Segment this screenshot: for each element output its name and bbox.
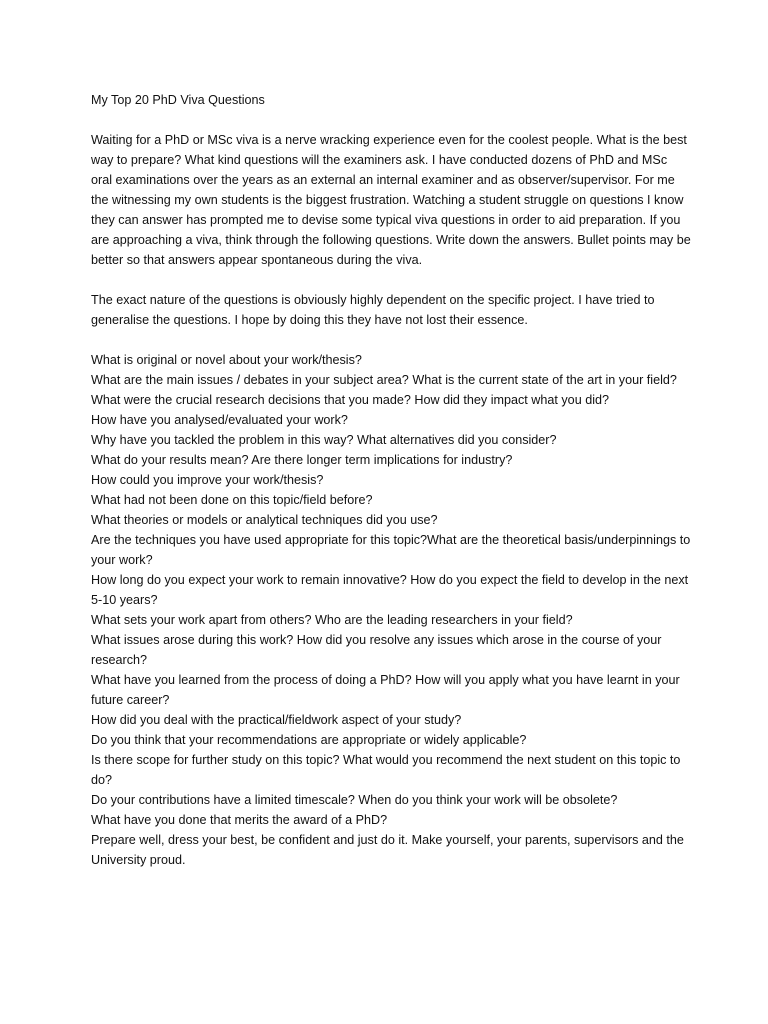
- question-item: How have you analysed/evaluated your work?: [91, 413, 348, 427]
- question-item: Do you think that your recommendations are appropriate or widely applicable?: [91, 733, 527, 747]
- question-item: How could you improve your work/thesis?: [91, 473, 324, 487]
- question-item: Why have you tackled the problem in this way? What alternatives did you consider?: [91, 433, 557, 447]
- question-item: Are the techniques you have used appropriate for this topic?What are the theoretical basis/underpinnings to your work?: [91, 533, 691, 567]
- question-item: What had not been done on this topic/field before?: [91, 493, 373, 507]
- question-item: What sets your work apart from others? Who are the leading researchers in your field?: [91, 613, 573, 627]
- question-item: What issues arose during this work? How did you resolve any issues which arose in the course of your research?: [91, 633, 662, 667]
- intro-paragraph: The exact nature of the questions is obviously highly dependent on the specific project. I have tried to generalise the questions. I hope by doing this they have not lost their essence.: [91, 293, 655, 327]
- question-item: What is original or novel about your work/thesis?: [91, 353, 362, 367]
- question-item: How long do you expect your work to remain innovative? How do you expect the field to develop in the next 5-10 years?: [91, 573, 689, 607]
- document-page: [91, 90, 691, 870]
- question-item: What do your results mean? Are there longer term implications for industry?: [91, 453, 513, 467]
- document-title: My Top 20 PhD Viva Questions: [91, 93, 265, 107]
- question-item: What are the main issues / debates in your subject area? What is the current state of the art in your field?: [91, 373, 677, 387]
- question-item: What have you done that merits the award of a PhD?: [91, 813, 388, 827]
- question-item: Do your contributions have a limited timescale? When do you think your work will be obsolete?: [91, 793, 618, 807]
- intro-paragraph: Waiting for a PhD or MSc viva is a nerve wracking experience even for the coolest people. What is the best way to prepare? What kind questions will the examiners ask. I have conducted dozens of PhD and MSc oral examinations over the years as an external an internal examiner and as observer/supervisor. For me the witnessing my own students is the biggest frustration. Watching a student struggle on questions I know they can answer has prompted me to devise some typical viva questions in order to aid preparation. If you are approaching a viva, think through the following questions. Write down the answers. Bullet points may be better so that answers appear spontaneous during the viva.: [91, 133, 691, 267]
- question-item: What theories or models or analytical techniques did you use?: [91, 513, 438, 527]
- question-item: How did you deal with the practical/fieldwork aspect of your study?: [91, 713, 462, 727]
- question-item: What have you learned from the process of doing a PhD? How will you apply what you have learnt in your future career?: [91, 673, 680, 707]
- question-item: What were the crucial research decisions that you made? How did they impact what you did?: [91, 393, 610, 407]
- closing-paragraph: Prepare well, dress your best, be confident and just do it. Make yourself, your parents, supervisors and the University proud.: [91, 833, 684, 867]
- question-item: Is there scope for further study on this topic? What would you recommend the next student on this topic to do?: [91, 753, 681, 787]
- question-list: [91, 350, 691, 830]
